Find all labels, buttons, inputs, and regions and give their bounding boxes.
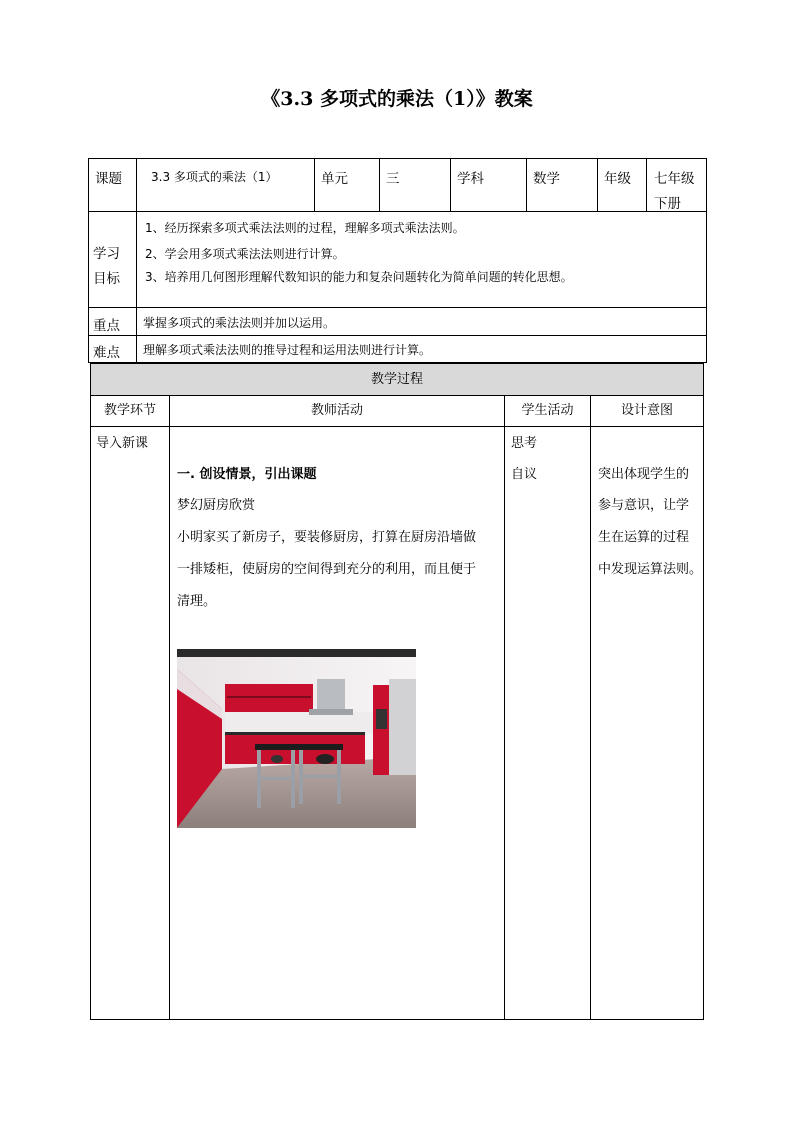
student-activity-2: 自议 [511, 467, 538, 482]
unit-value: 三 [386, 171, 400, 187]
section-subtitle: 梦幻厨房欣赏 [177, 498, 256, 513]
unit-label: 单元 [321, 171, 348, 187]
goal-1: 1、经历探索多项式乘法法则的过程，理解多项式乘法法则。 [145, 221, 465, 235]
intent-line-4: 中发现运算法则。 [598, 562, 703, 577]
topic-label: 课题 [95, 171, 122, 187]
goals-label-line2: 目标 [93, 271, 120, 287]
paragraph-line-3: 清理。 [177, 594, 217, 609]
intent-line-3: 生在运算的过程 [598, 530, 690, 545]
grade-value-line1: 七年级 [654, 171, 695, 187]
stage-cell: 导入新课 [96, 436, 149, 451]
key-label: 重点 [93, 318, 120, 334]
col-header-teacher: 教师活动 [310, 403, 363, 418]
topic-value: 3.3 多项式的乘法（1） [151, 170, 278, 184]
subject-value: 数学 [533, 171, 560, 187]
grade-label: 年级 [604, 171, 631, 187]
grade-value-line2: 下册 [654, 196, 681, 212]
goals-label-line1: 学习 [93, 246, 120, 262]
paragraph-line-1: 小明家买了新房子，要装修厨房，打算在厨房沿墙做 [177, 530, 477, 545]
paragraph-line-2: 一排矮柜，使厨房的空间得到充分的利用，而且便于 [177, 562, 477, 577]
kitchen-photo [177, 649, 416, 828]
key-value: 掌握多项式的乘法法则并加以运用。 [143, 316, 336, 330]
intent-line-2: 参与意识，让学 [598, 498, 690, 513]
difficulty-value: 理解多项式乘法法则的推导过程和运用法则进行计算。 [143, 343, 432, 357]
col-header-student: 学生活动 [521, 403, 574, 418]
intent-line-1: 突出体现学生的 [598, 467, 690, 482]
subject-label: 学科 [457, 171, 484, 187]
goal-3: 3、培养用几何图形理解代数知识的能力和复杂问题转化为简单问题的转化思想。 [145, 270, 573, 284]
student-activity-1: 思考 [511, 436, 538, 451]
process-header: 教学过程 [370, 372, 423, 387]
document-title: 《3.3 多项式的乘法（1）》教案 [261, 88, 533, 110]
col-header-stage: 教学环节 [103, 403, 156, 418]
difficulty-label: 难点 [93, 345, 120, 361]
goal-2: 2、学会用多项式乘法法则进行计算。 [145, 247, 345, 261]
col-header-intent: 设计意图 [620, 403, 673, 418]
section-title: 一. 创设情景，引出课题 [177, 467, 317, 482]
